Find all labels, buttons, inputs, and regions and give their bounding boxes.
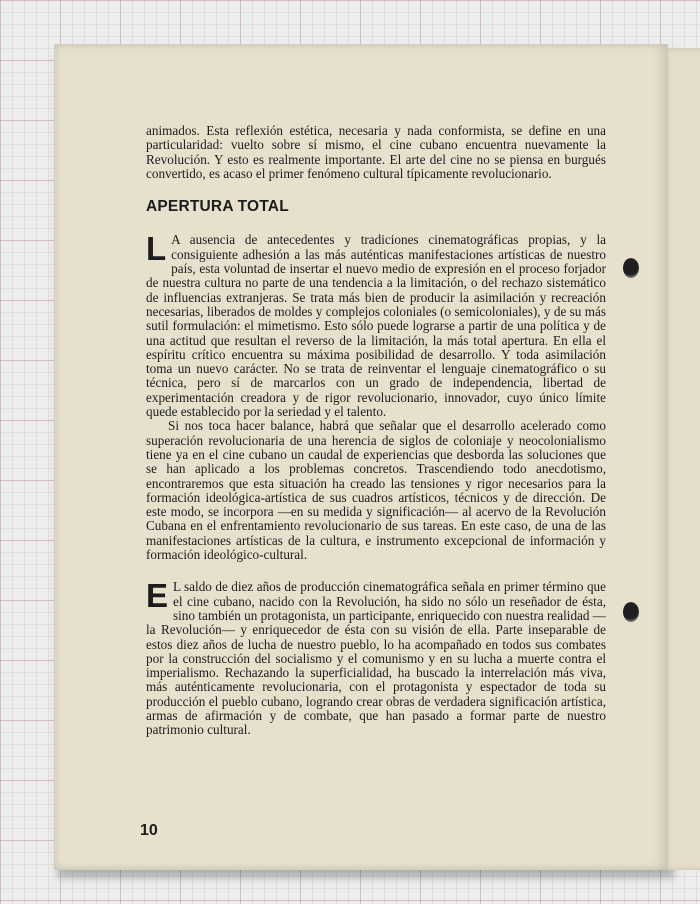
section-heading: APERTURA TOTAL [146, 198, 289, 216]
drop-cap: L [146, 230, 167, 268]
paragraph-text: L saldo de diez años de producción cinematográfica señala en primer término que el cine cubano, nacido con la Revolución, ha sido no sólo un reseñador de ésta, sino también un protagonista, un participante, enriquecido con nuestra realidad —la Revolución— y enriquecedor de ésta con su visión de ella. Parte inseparable de estos diez años de lucha de nuestro pueblo, lo ha acompañado en todos sus combates por la construcción del socialismo y el comunismo y en su lucha a muerte contra el imperialismo. Rechazando la superficialidad, ha buscado la interrelación más viva, más auténticamente revolucionaria, con el protagonista y espectador de toda su producción el pueblo cubano, logrando crear obras de verdadera significación artística, armas de afirmación y de combate, que han pasado a formar parte de nuestro patrimonio cultural. [146, 579, 606, 738]
paragraph-text: A ausencia de antecedentes y tradiciones cinematográficas propias, y la consiguiente adhesión a las más auténticas manifestaciones artísticas de nuestro país, esta voluntad de insertar el nuevo medio de expresión en el proceso forjador de nuestra cultura no parte de una tendencia a la limitación, o del rechazo sistemático de influencias extranjeras. Se trata más bien de producir la asimilación y recreación necesarias, liberados de moldes y complejos coloniales (o semicoloniales), y de su más sutil formulación: el mimetismo. Esto sólo puede lograrse a partir de una política y de una actitud que resultan el reverso de la limitación, la más total apertura. En ella el espíritu crítico encuentra su máxima posibilidad de desarrollo. Y toda asimilación toma un nuevo carácter. No se trata de reinventar el lenguaje cinematográfico o su técnica, pero sí de marcarlos con un grado de independencia, libertad de experimentación creadora y de rigor revolucionario, innovador, cuyo único límite quede establecido por la seriedad y el talento. [146, 232, 606, 420]
page-number: 10 [140, 822, 158, 839]
drop-cap: E [146, 577, 169, 615]
paragraph-saldo [146, 577, 606, 738]
page-content [146, 124, 606, 738]
punch-hole-left [623, 258, 639, 278]
paragraph-balance: Si nos toca hacer balance, habrá que señalar que el desarrollo acelerado como superación revolucionaria de una herencia de siglos de coloniaje y neocolonialismo tiene ya en el cine cubano un caudal de experiencias que desborda las soluciones que se han aplicado a los problemas concretos. Trascendiendo todo anecdotismo, encontraremos que esta situación ha creado las tensiones y rigor necesarios para la formación ideológica-artística de sus cuadros artísticos, técnicos y de dirección. De este modo, se incorpora —en su medida y significación— al acervo de la Revolución Cubana en el enfrentamiento revolucionario de sus tareas. En este caso, de una de las manifestaciones artísticas de la cultura, e instrumento excepcional de información y formación ideológico-cultural. [146, 418, 606, 563]
intro-paragraph: animados. Esta reflexión estética, necesaria y nada conformista, se define en una particularidad: vuelto sobre sí mismo, el cine cubano encuentra nuevamente la Revolución. Y esto es realmente importante. El arte del cine no se piensa en burgués convertido, es acaso el primer fenómeno cultural típicamente revolucionario. [146, 123, 606, 181]
facing-page-holes [672, 48, 700, 870]
paragraph-apertura [146, 230, 606, 420]
punch-hole-left [623, 602, 639, 622]
